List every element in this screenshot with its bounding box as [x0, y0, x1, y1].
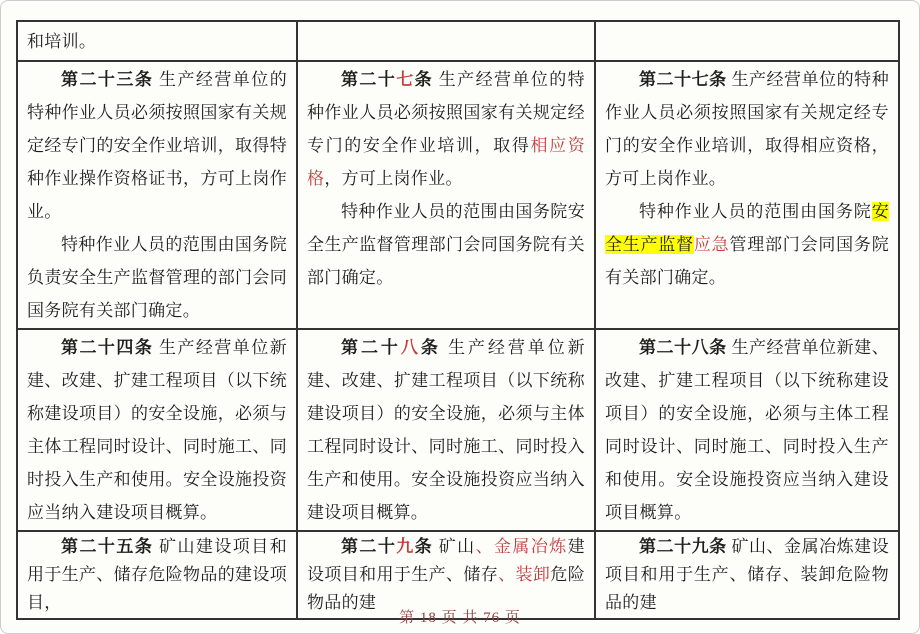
text-segment: 九 [396, 537, 415, 556]
text-segment: 应急 [693, 235, 730, 254]
text-segment: 条 [414, 537, 434, 556]
table-cell [297, 329, 595, 531]
paragraph [27, 228, 287, 327]
paragraph [605, 195, 889, 294]
paragraph [27, 533, 287, 617]
table-cell [595, 61, 899, 329]
paragraph [307, 63, 585, 195]
text-segment: 条 [414, 70, 434, 89]
text-segment: 条 [420, 338, 441, 357]
paragraph [307, 331, 585, 529]
page-footer: 第 18 页 共 76 页 [399, 610, 521, 626]
paragraph [605, 533, 889, 617]
text-segment: 矿山建设项目和用于生产、储存危险物品的建设项目， [27, 537, 288, 612]
text-segment: 第二十三条 [61, 70, 154, 89]
text-segment: 第二十四条 [61, 338, 154, 357]
text-segment: 相应资格 [307, 136, 585, 188]
text-segment: 七 [396, 70, 415, 89]
paragraph [27, 331, 287, 529]
paragraph [27, 23, 287, 57]
text-segment: 第二十七条 [639, 70, 727, 89]
paragraph [605, 331, 889, 529]
table-cell [17, 21, 297, 61]
text-segment: 特种作业人员的范围由国务院负责安全生产监督管理的部门会同国务院有关部门确定。 [27, 235, 287, 320]
paragraph [307, 195, 585, 294]
text-segment: 第二十 [341, 70, 397, 89]
text-segment: 第二十八条 [639, 338, 727, 357]
text-segment: ，方可上岗作业。 [324, 169, 463, 188]
text-segment: 管理部门会同国务院有关部门确定。 [605, 235, 890, 287]
table-row [17, 21, 899, 61]
text-segment: 八 [400, 338, 421, 357]
text-segment: 、金属冶炼 [475, 537, 568, 556]
text-segment: 矿山、金属冶炼建设项目和用于生产、储存、装卸危险物品的建 [605, 537, 890, 612]
text-segment: 生产经营单位的特种作业人员必须按照国家有关规定经专门的安全作业培训，取得 [307, 70, 585, 155]
text-segment: 和培训。 [27, 32, 97, 51]
text-segment: 矿山 [433, 537, 476, 556]
table-cell [595, 21, 899, 61]
text-segment: 特种作业人员的范围由国务院安全生产监督管理部门会同国务院有关部门确定。 [307, 202, 585, 287]
table-body [17, 21, 899, 619]
text-segment: 特种作业人员的范围由国务院 [639, 202, 872, 221]
text-segment: 危险物品的建 [307, 565, 585, 612]
text-segment: 第二十五条 [61, 537, 154, 556]
paragraph [27, 63, 287, 228]
text-segment: 安全生产监督 [605, 202, 889, 254]
text-segment: 生产经营单位新建、改建、扩建工程项目（以下统称建设项目）的安全设施，必须与主体工程同时设计、同时施工、同时投入生产和使用。安全设施投资应当纳入建设项目概算。 [27, 338, 288, 522]
table-cell [17, 329, 297, 531]
text-segment: 建设项目和用于生产、储存 [307, 537, 585, 584]
text-segment: 第二十 [341, 537, 397, 556]
comparison-table [16, 20, 900, 620]
text-segment: 生产经营单位新建、改建、扩建工程项目（以下统称建设项目）的安全设施，必须与主体工程同时设计、同时施工、同时投入生产和使用。安全设施投资应当纳入建设项目概算。 [605, 338, 890, 522]
paragraph [307, 533, 585, 617]
text-segment: 生产经营单位的特种作业人员必须按照国家有关规定经专门的安全作业培训，取得相应资格，方可上岗作业。 [605, 70, 890, 188]
text-segment: 生产经营单位新建、改建、扩建工程项目（以下统称建设项目）的安全设施，必须与主体工程同时设计、同时施工、同时投入生产和使用。安全设施投资应当纳入建设项目概算。 [307, 338, 585, 522]
table-row [17, 329, 899, 531]
text-segment: 第二十九条 [639, 537, 727, 556]
paragraph [605, 63, 889, 195]
text-segment: 生产经营单位的特种作业人员必须按照国家有关规定经专门的安全作业培训，取得特种作业操作资格证书，方可上岗作业。 [27, 70, 288, 221]
table-cell [17, 61, 297, 329]
table-row [17, 61, 899, 329]
table-cell [297, 21, 595, 61]
text-segment: 、装卸 [498, 565, 551, 584]
text-segment: 第二十 [341, 338, 401, 357]
table-cell [595, 329, 899, 531]
table-cell [297, 61, 595, 329]
